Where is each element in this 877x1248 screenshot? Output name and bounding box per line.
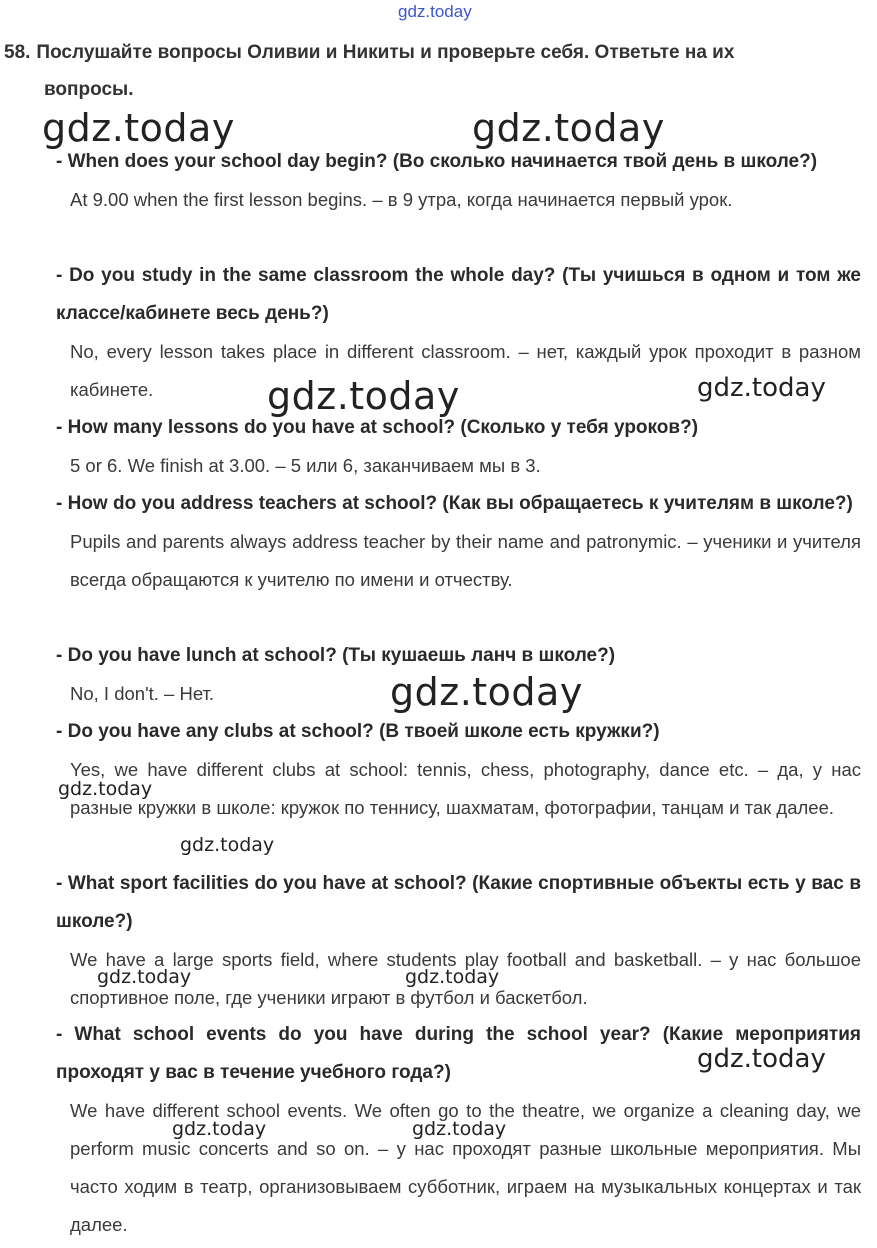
answer-5: No, I don't. – Нет. [70, 683, 215, 704]
qa-item-5 [56, 637, 861, 713]
watermark: gdz.today [42, 106, 235, 150]
answer-4: Pupils and parents always address teacher by their name and patronymic. – ученики и учителя всегда обращаются к учителю по имени и отчеству. [70, 531, 861, 590]
question-6: - Do you have any clubs at school? (В твоей школе есть кружки?) [56, 721, 660, 742]
question-5: - Do you have lunch at school? (Ты кушаешь ланч в школе?) [56, 645, 616, 666]
watermark: gdz.today [58, 778, 153, 800]
answer-6: Yes, we have different clubs at school: tennis, chess, photography, dance etc. – да, у нас разные кружки в школе: кружок по теннису, шахматам, фотографии, танцам и так далее. [70, 759, 861, 818]
qa-item-3 [56, 409, 861, 485]
watermark: gdz.today [697, 1044, 826, 1074]
watermark: gdz.today [172, 1118, 267, 1140]
watermark: gdz.today [267, 374, 460, 418]
question-8: - What school events do you have during the school year? (Какие мероприятия проходят у вас в течение учебного года?) [56, 1024, 861, 1083]
watermark: gdz.today [412, 1118, 507, 1140]
answer-1: At 9.00 when the first lesson begins. – в 9 утра, когда начинается первый урок. [70, 189, 733, 210]
qa-item-4 [56, 485, 861, 599]
qa-item-8 [56, 1016, 861, 1244]
task-heading [4, 34, 866, 108]
watermark: gdz.today [697, 373, 826, 403]
watermark: gdz.today [472, 106, 665, 150]
task-number: 58. [4, 42, 31, 63]
qa-item-7 [56, 865, 861, 1017]
site-tag[interactable]: gdz.today [398, 2, 472, 21]
answer-3: 5 or 6. We finish at 3.00. – 5 или 6, заканчиваем мы в 3. [70, 455, 541, 476]
answer-8: We have different school events. We often go to the theatre, we organize a cleaning day, we perform music concerts and so on. – у нас проходят разные школьные мероприятия. Мы часто ходим в театр, организовываем субботник, играем на музыкальных концертах и так далее. [70, 1100, 861, 1235]
question-1: - When does your school day begin? (Во сколько начинается твой день в школе?) [56, 151, 818, 172]
qa-item-6 [56, 713, 861, 827]
answer-7: We have a large sports field, where students play football and basketball. – у нас большое спортивное поле, где ученики играют в футбол и баскетбол. [70, 949, 861, 1008]
qa-item-2 [56, 257, 861, 409]
answer-2: No, every lesson takes place in different classroom. – нет, каждый урок проходит в разном кабинете. [70, 341, 861, 400]
watermark: gdz.today [180, 834, 275, 856]
watermark: gdz.today [97, 966, 192, 988]
watermark: gdz.today [405, 966, 500, 988]
task-text-line1: Послушайте вопросы Оливии и Никиты и проверьте себя. Ответьте на их [36, 42, 735, 63]
question-7: - What sport facilities do you have at school? (Какие спортивные объекты есть у вас в школе?) [56, 873, 861, 932]
question-3: - How many lessons do you have at school? (Сколько у тебя уроков?) [56, 417, 699, 438]
question-4: - How do you address teachers at school? (Как вы обращаетесь к учителям в школе?) [56, 493, 853, 514]
qa-item-1 [56, 143, 861, 219]
question-2: - Do you study in the same classroom the whole day? (Ты учишься в одном и том же классе/кабинете весь день?) [56, 265, 861, 324]
watermark: gdz.today [390, 670, 583, 714]
task-text-line2: вопросы. [44, 79, 134, 100]
